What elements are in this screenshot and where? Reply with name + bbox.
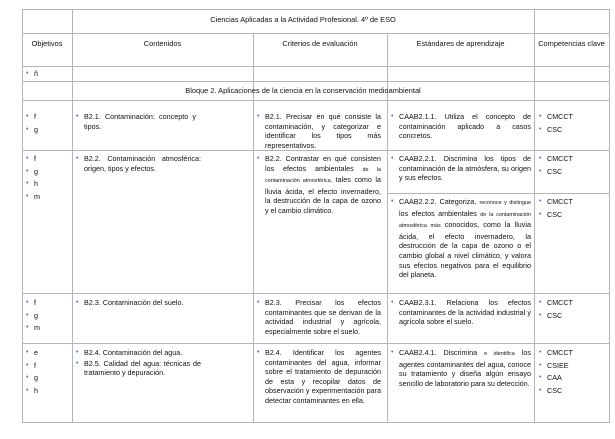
list-item: • CMCCT [539, 197, 573, 207]
competencias-list [539, 112, 573, 134]
list-item: • g [26, 125, 38, 135]
list-item: • CAAB2.2.1. Discrimina los tipos de contaminación de la atmósfera, su origen y sus efectos. [391, 154, 531, 183]
list-item: • B2.3. Contaminación del suelo. [76, 298, 246, 308]
list-item: • CAA [539, 373, 573, 383]
grid-line [22, 343, 610, 344]
list-item: • B2.5. Calidad del agua: técnicas de tratamiento y depuración. [76, 359, 201, 378]
grid-line [609, 9, 610, 423]
contenidos-list [76, 348, 201, 378]
list-item: • B2.1. Precisar en qué consiste la contaminación, y categorizar e identificar los tipos más representativos. [257, 112, 381, 150]
list-item: • CMCCT [539, 348, 573, 358]
criterio-text [257, 154, 381, 216]
list-item: • f [26, 112, 38, 122]
objetivos-list [26, 298, 40, 333]
list-item: • CSC [539, 167, 573, 177]
list-item: • B2.3. Precisar los efectos contaminantes que se derivan de la actividad industrial y agrícola, especialmente sobre el suelo. [257, 298, 381, 336]
list-item: • B2.4. Contaminación del agua. [76, 348, 201, 358]
list-item: • m [26, 192, 40, 202]
grid-line [22, 9, 610, 10]
table-title: Ciencias Aplicadas a la Actividad Profesional. 4º de ESO [210, 15, 396, 24]
block-title: Bloque 2. Aplicaciones de la ciencia en la conservación medioambiental [185, 86, 421, 95]
contenidos-list [76, 112, 196, 131]
estandar-part: CAAB2.4.1. Discrimina [399, 348, 478, 357]
grid-line [534, 9, 535, 423]
grid-line [22, 66, 610, 67]
competencias-list [539, 298, 573, 320]
estandares-list [391, 298, 531, 327]
list-item: • CMCCT [539, 298, 573, 308]
header-contenidos: Contenidos [143, 39, 182, 48]
grid-line [22, 100, 610, 101]
list-item: • m [26, 323, 40, 333]
grid-line [72, 9, 73, 423]
list-item: • h [26, 179, 40, 189]
list-item [391, 348, 531, 388]
criterio-part: tales como la lluvia ácida, el efecto invernadero, la destrucción de la capa de ozono y el cambio climático. [265, 175, 381, 215]
list-item: • ñ [26, 69, 38, 79]
criterio-part: B2.2. Contrastar en qué consisten los efectos ambientales [265, 154, 381, 173]
list-item: • B2.4. Identificar los agentes contaminantes del agua, informar sobre el tratamiento de depuración de esta y recopilar datos de observación y experimentación para detectar contaminantes en ella. [257, 348, 381, 406]
criterio-text [257, 298, 381, 336]
objetivos-list [26, 69, 38, 79]
header-objetivos: Objetivos [31, 39, 63, 48]
estandares-list [391, 197, 531, 280]
estandares-list [391, 154, 531, 183]
grid-line [22, 293, 610, 294]
header-competencias: Competencias clave [538, 39, 605, 48]
objetivos-list [26, 348, 38, 395]
estandares-list [391, 112, 531, 141]
list-item: • h [26, 386, 38, 396]
list-item [257, 154, 381, 216]
list-item: • CSC [539, 210, 573, 220]
competencias-list [539, 197, 573, 219]
list-item: • f [26, 361, 38, 371]
estandar-inserted-text: de la contaminación atmosférica más [399, 211, 531, 230]
objetivos-list [26, 112, 38, 134]
list-item: • g [26, 167, 40, 177]
curriculum-table [22, 9, 610, 423]
grid-line [22, 422, 610, 423]
list-item: • B2.2. Contaminación atmosférica: origen, tipos y efectos. [76, 154, 201, 173]
list-item: • B2.1. Contaminación: concepto y tipos. [76, 112, 196, 131]
grid-line [387, 193, 610, 194]
list-item: • f [26, 298, 40, 308]
list-item: • CSC [539, 125, 573, 135]
estandar-inserted-text: reconoce y distingue [479, 200, 531, 206]
estandar-inserted-text: e identifica [484, 351, 515, 357]
competencias-list [539, 348, 573, 395]
contenidos-list [76, 154, 201, 173]
objetivos-list [26, 154, 40, 201]
list-item: • CMCCT [539, 112, 573, 122]
header-criterios: Criterios de evaluación [282, 39, 358, 48]
estandar-part: CAAB2.2.2. Categoriza, [399, 197, 477, 206]
list-item: • CMCCT [539, 154, 573, 164]
list-item: • CAAB2.1.1. Utiliza el concepto de contaminación aplicado a casos concretos. [391, 112, 531, 141]
list-item: • CSC [539, 386, 573, 396]
grid-line [22, 9, 23, 423]
list-item: • f [26, 154, 40, 164]
competencias-list [539, 154, 573, 176]
estandar-part: conocidos, como la lluvia ácida, el efecto invernadero, la destrucción de la capa de ozono o el cambio global a nivel climático, y valora sus efectos negativos para el equilibrio del planeta. [399, 220, 531, 280]
list-item: • g [26, 311, 40, 321]
list-item: • g [26, 373, 38, 383]
criterio-text [257, 348, 381, 406]
estandar-part: los efectos ambientales [399, 208, 477, 218]
list-item: • e [26, 348, 38, 358]
grid-line [22, 81, 610, 82]
list-item: • CSIEE [539, 361, 573, 371]
list-item [391, 197, 531, 280]
list-item: • CAAB2.3.1. Relaciona los efectos contaminantes de la actividad industrial y agrícola sobre el suelo. [391, 298, 531, 327]
estandares-list [391, 348, 531, 388]
criterio-text [257, 112, 381, 150]
criterio-inserted-text: de la contaminación atmosférica, [265, 166, 381, 185]
contenidos-list [76, 298, 246, 308]
header-estandares: Estándares de aprendizaje [416, 39, 505, 48]
estandar-part: los agentes contaminantes del agua, conoce su tratamiento y diseña algún ensayo sencillo de laboratorio para su detección. [399, 348, 531, 388]
list-item: • CSC [539, 311, 573, 321]
grid-line [22, 33, 610, 34]
